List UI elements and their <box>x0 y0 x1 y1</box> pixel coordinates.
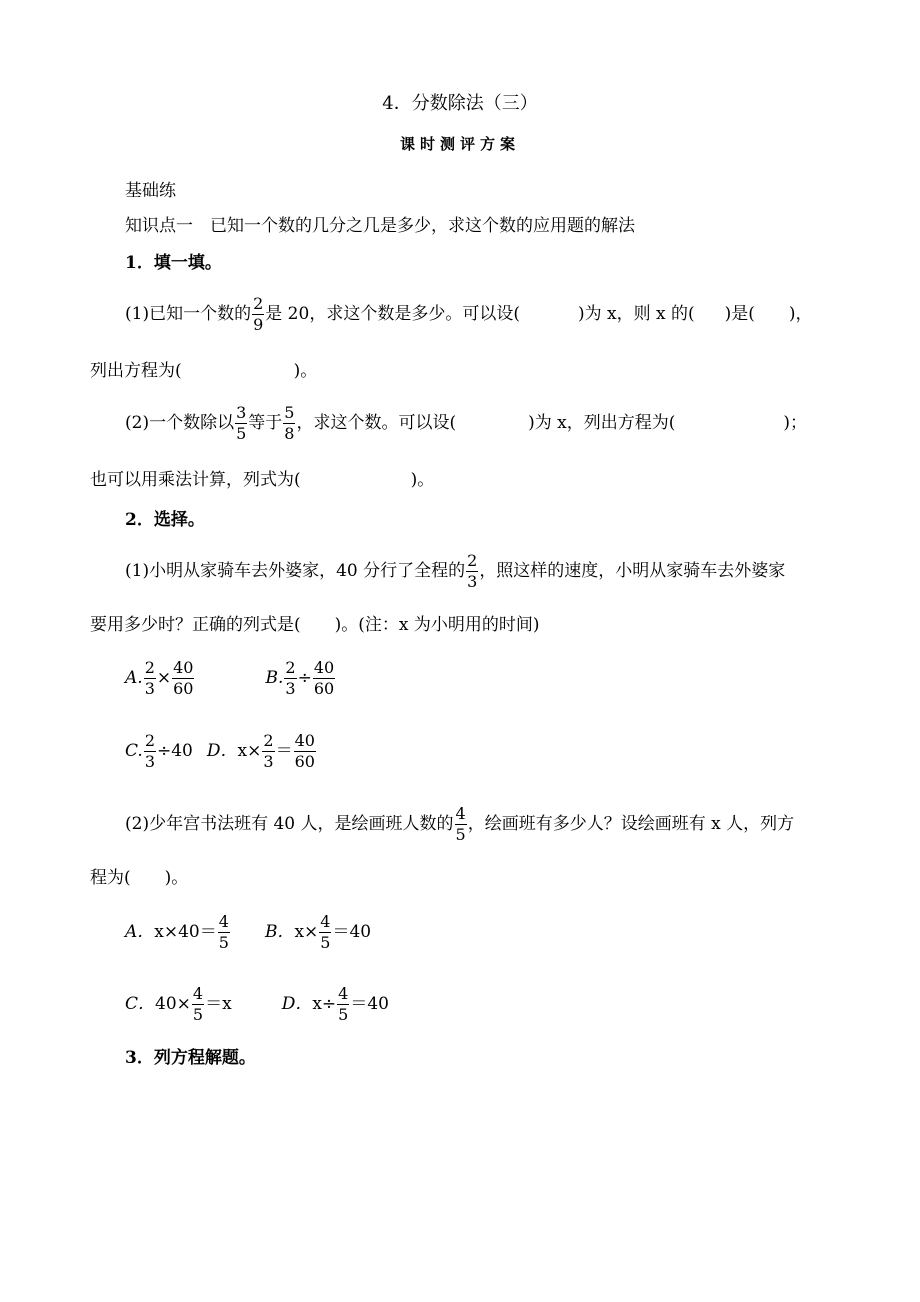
text: ，求这个数。可以设( <box>296 413 457 433</box>
fraction: $\frac{40}{60}$ <box>313 658 335 698</box>
expression: 40× <box>155 994 191 1014</box>
q2-part1-line2: 要用多少时？正确的列式是( )。(注：x 为小明用的时间) <box>90 615 540 635</box>
text: 是 20，求这个数是多少。可以设( <box>265 304 520 324</box>
fraction: $\frac{3}{5}$ <box>236 403 247 443</box>
fraction: $\frac{2}{3}$ <box>467 551 478 591</box>
expression: ＝40 <box>350 994 389 1014</box>
operator: ＝ <box>275 741 293 761</box>
option-d-label: D． <box>206 741 238 761</box>
option-c-label: C. <box>125 741 143 761</box>
q2-part1-line1 <box>125 553 920 590</box>
expression: x× <box>237 741 262 761</box>
fraction: $\frac{2}{3}$ <box>144 658 155 698</box>
page-subtitle: 课时测评方案 <box>399 135 520 153</box>
fraction: $\frac{4}{5}$ <box>320 912 331 952</box>
text: (2)一个数除以 <box>125 413 235 433</box>
fraction: $\frac{40}{60}$ <box>173 658 194 698</box>
section-label: 基础练 <box>125 181 176 201</box>
fraction: $\frac{40}{60}$ <box>294 731 315 771</box>
text: )是( <box>724 304 755 324</box>
text: )为 x，列出方程为( <box>528 413 676 433</box>
operator: ÷ <box>297 668 312 688</box>
q2-options-row2 <box>125 733 920 770</box>
expression: x÷ <box>312 994 337 1014</box>
q2-part2-line2: 程为( )。 <box>90 868 189 888</box>
fraction: $\frac{2}{3}$ <box>144 731 155 771</box>
q1-part2-line2 <box>90 472 920 489</box>
q2-options-row1 <box>125 660 920 697</box>
page-title: 4．分数除法（三） <box>382 93 538 114</box>
option-a-label: A. <box>125 668 143 688</box>
question-3-heading: 3．列方程解题。 <box>125 1048 256 1068</box>
question-2-heading: 2．选择。 <box>125 510 205 530</box>
text: (2)少年宫书法班有 40 人，是绘画班人数的 <box>125 814 454 834</box>
fraction: $\frac{4}{5}$ <box>455 804 466 844</box>
option-d-label: D． <box>281 994 313 1014</box>
text: )。 <box>410 470 435 490</box>
option-b-label: B． <box>264 922 295 942</box>
text: ，绘画班有多少人？设绘画班有 x 人，列方 <box>467 814 795 834</box>
q2-options-row3 <box>125 914 920 951</box>
option-c-label: C． <box>125 994 156 1014</box>
q1-part2-line1 <box>125 405 920 442</box>
text: ，照这样的速度，小明从家骑车去外婆家 <box>479 561 786 581</box>
text: )； <box>783 413 808 433</box>
question-1-heading: 1．填一填。 <box>125 253 222 273</box>
expression: ＝x <box>205 994 232 1014</box>
fraction: $\frac{4}{5}$ <box>338 984 349 1024</box>
option-b-label: B. <box>265 668 284 688</box>
text: )， <box>788 304 813 324</box>
fraction: $\frac{5}{8}$ <box>284 403 295 443</box>
fraction: $\frac{4}{5}$ <box>218 912 229 952</box>
expression: x×40＝ <box>154 922 217 942</box>
knowledge-point: 知识点一 已知一个数的几分之几是多少，求这个数的应用题的解法 <box>125 216 635 236</box>
q2-part2-line1 <box>125 806 920 843</box>
text: 也可以用乘法计算，列式为( <box>90 470 301 490</box>
fraction: $\frac{4}{5}$ <box>192 984 204 1024</box>
text: 等于 <box>248 413 283 433</box>
fraction: $\frac{2}{3}$ <box>263 731 274 771</box>
option-a-label: A． <box>125 922 155 942</box>
text: )。 <box>293 361 318 381</box>
fraction: $\frac{2}{9}$ <box>253 294 264 334</box>
text: (1)已知一个数的 <box>125 304 252 324</box>
fraction: $\frac{2}{3}$ <box>285 658 296 698</box>
q1-part1-line2 <box>90 363 920 380</box>
expression: x× <box>294 922 319 942</box>
operator: × <box>156 668 172 688</box>
text: (1)小明从家骑车去外婆家，40 分行了全程的 <box>125 561 466 581</box>
q1-part1-line1 <box>125 296 920 333</box>
text: )为 x，则 x 的( <box>577 304 695 324</box>
expression: ＝40 <box>332 922 372 942</box>
text: 列出方程为( <box>90 361 182 381</box>
expression: ÷40 <box>157 741 193 761</box>
q2-options-row4 <box>125 986 920 1023</box>
